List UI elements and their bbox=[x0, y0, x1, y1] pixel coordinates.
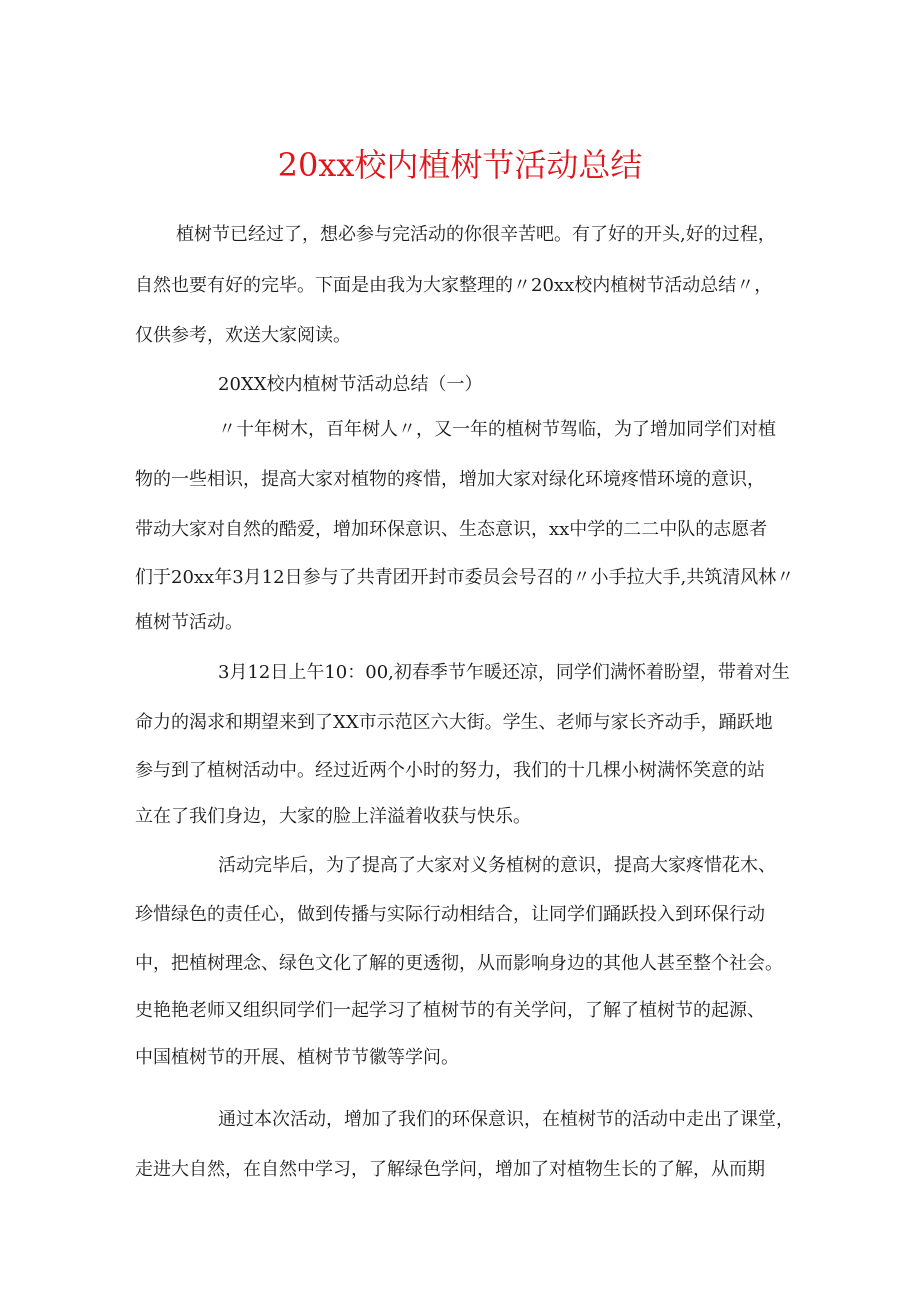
para1-line-1: 〃十年树木，百年树人〃，又一年的植树节驾临，为了增加同学们对植 bbox=[218, 419, 776, 440]
para4-line-1: 通过本次活动，增加了我们的环保意识，在植树节的活动中走出了课堂， bbox=[218, 1109, 794, 1130]
intro-line-1: 植树节已经过了，想必参与完活动的你很辛苦吧。有了好的开头,好的过程， bbox=[176, 224, 776, 245]
para3-line-1: 活动完毕后，为了提高了大家对义务植树的意识，提高大家疼惜花木、 bbox=[218, 855, 776, 876]
para2-line-3: 参与到了植树活动中。经过近两个小时的努力，我们的十几棵小树满怀笑意的站 bbox=[135, 760, 765, 781]
para3-line-2: 珍惜绿色的责任心，做到传播与实际行动相结合，让同学们踊跃投入到环保行动 bbox=[135, 904, 765, 925]
intro-line-2: 自然也要有好的完毕。下面是由我为大家整理的〃20xx校内植树节活动总结〃， bbox=[135, 275, 773, 296]
para2-line-2: 命力的渴求和期望来到了XX市示范区六大街。学生、老师与家长齐动手，踊跃地 bbox=[135, 712, 773, 733]
intro-line-3: 仅供参考，欢送大家阅读。 bbox=[135, 325, 351, 346]
para1-line-4: 们于20xx年3月12日参与了共青团开封市委员会号召的〃小手拉大手,共筑清风林〃 bbox=[135, 567, 795, 588]
para1-line-3: 带动大家对自然的酷爱，增加环保意识、生态意识，xx中学的二二中队的志愿者 bbox=[135, 519, 768, 540]
para4-line-2: 走进大自然，在自然中学习，了解绿色学问，增加了对植物生长的了解，从而期 bbox=[135, 1159, 765, 1180]
para3-line-4: 史艳艳老师又组织同学们一起学习了植树节的有关学问，了解了植树节的起源、 bbox=[135, 1000, 765, 1021]
para3-line-3: 中，把植树理念、绿色文化了解的更透彻，从而影响身边的其他人甚至整个社会。 bbox=[135, 953, 783, 974]
para1-line-5: 植树节活动。 bbox=[135, 612, 243, 633]
section-heading: 20XX校内植树节活动总结（一） bbox=[218, 374, 483, 395]
para2-line-4: 立在了我们身边，大家的脸上洋溢着收获与快乐。 bbox=[135, 806, 531, 827]
document-title: 20xx校内植树节活动总结 bbox=[277, 146, 643, 184]
para3-line-5: 中国植树节的开展、植树节节徽等学问。 bbox=[135, 1047, 459, 1068]
para2-line-1: 3月12日上午10：00,初春季节乍暖还凉，同学们满怀着盼望，带着对生 bbox=[218, 662, 790, 683]
para1-line-2: 物的一些相识，提高大家对植物的疼惜，增加大家对绿化环境疼惜环境的意识， bbox=[135, 469, 765, 490]
